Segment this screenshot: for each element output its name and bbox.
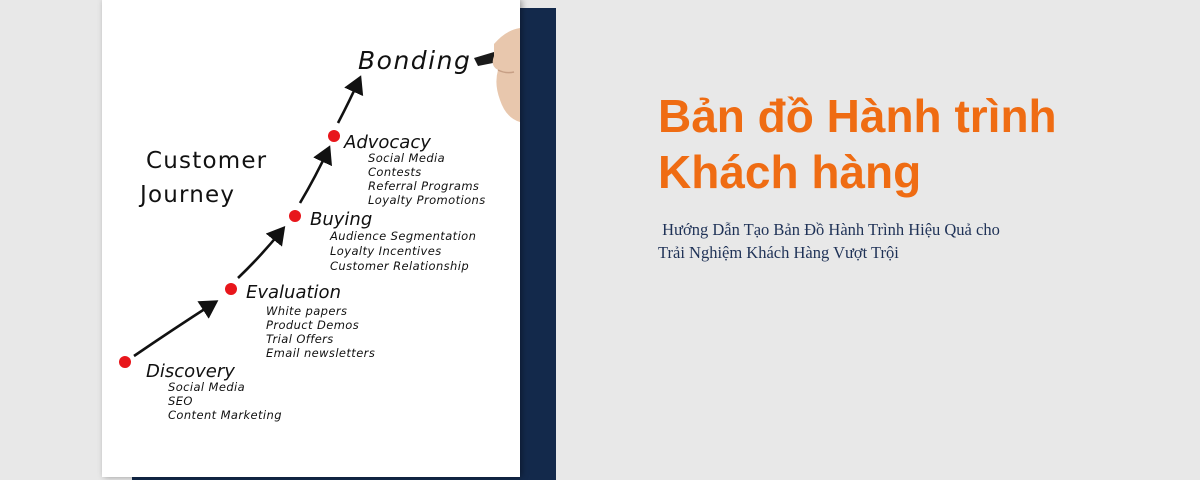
stage-item: Referral Programs <box>368 179 480 193</box>
bonding-label: Bonding <box>358 46 472 75</box>
stage-title-evaluation: Evaluation <box>246 282 341 303</box>
stage-item: Social Media <box>368 151 446 165</box>
stage-item: Product Demos <box>266 318 360 332</box>
page-title-line2: Khách hàng <box>658 146 922 198</box>
stage-dot-discovery <box>119 356 131 368</box>
banner-text-block <box>658 88 1178 264</box>
stage-item: Customer Relationship <box>330 259 470 273</box>
stage-item: Audience Segmentation <box>330 229 477 243</box>
stage-item: White papers <box>266 304 348 318</box>
page-subtitle <box>658 218 1088 264</box>
arrow-buying-to-advocacy <box>300 150 328 203</box>
page-subtitle-line1: Hướng Dẫn Tạo Bản Đồ Hành Trình Hiệu Quả cho <box>658 220 1000 239</box>
stage-item: Email newsletters <box>266 346 376 360</box>
stage-title-discovery: Discovery <box>146 361 235 382</box>
diagram-heading-line1: Customer <box>146 148 268 174</box>
stage-item: Loyalty Promotions <box>368 193 486 207</box>
arrow-discovery-to-evaluation <box>134 303 214 356</box>
journey-diagram <box>102 0 520 477</box>
diagram-heading-line2: Journey <box>140 182 236 208</box>
stage-item: Trial Offers <box>266 332 334 346</box>
stage-title-advocacy: Advocacy <box>344 132 431 153</box>
page-subtitle-line2: Trải Nghiệm Khách Hàng Vượt Trội <box>658 243 899 262</box>
stage-item: SEO <box>168 394 193 408</box>
stage-item: Loyalty Incentives <box>330 244 442 258</box>
stage-item: Content Marketing <box>168 408 282 422</box>
stage-dot-advocacy <box>328 130 340 142</box>
stage-dot-evaluation <box>225 283 237 295</box>
journey-diagram-sheet <box>102 0 520 477</box>
page-title-line1: Bản đồ Hành trình <box>658 90 1057 142</box>
stage-item: Contests <box>368 165 422 179</box>
stage-dot-buying <box>289 210 301 222</box>
arrow-advocacy-to-bonding <box>338 80 359 123</box>
stage-title-buying: Buying <box>310 209 373 230</box>
stage-item: Social Media <box>168 380 246 394</box>
arrow-evaluation-to-buying <box>238 230 282 278</box>
page-title <box>658 88 1178 200</box>
hand-with-marker <box>474 28 520 122</box>
